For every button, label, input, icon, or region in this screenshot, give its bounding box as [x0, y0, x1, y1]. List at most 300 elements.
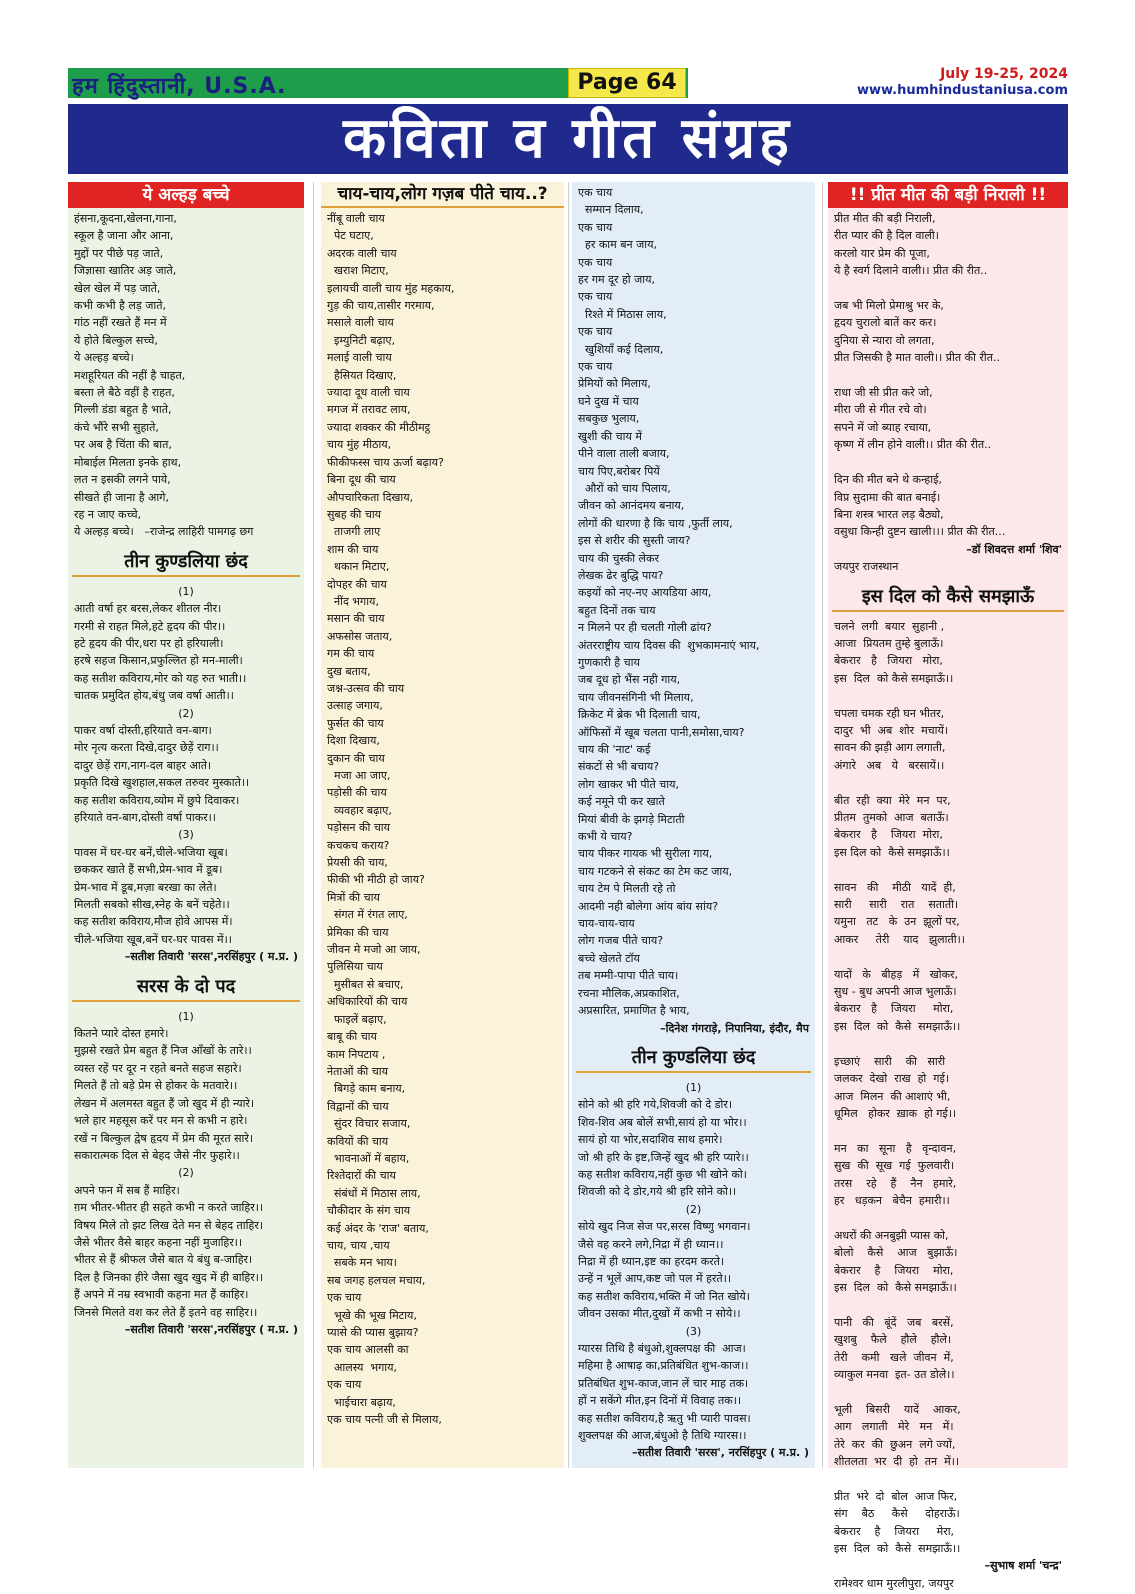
text-line: शिव-शिव अब बोलें सभी,सायं हो या भोर।।: [578, 1115, 747, 1129]
text-line: तब मम्मी-पापा पीते चाय।: [578, 969, 679, 983]
text-line: बेकरार है जियरा मेरा,: [834, 1524, 955, 1538]
text-line: सबके मन भाय।: [327, 1256, 397, 1270]
column-1: [68, 182, 304, 1468]
text-line: जीवन उसका मीत,दुखों में कभी न सोये।।: [578, 1307, 741, 1321]
text-line: इस दिल को कैसे समझाऊँ।।: [834, 1019, 961, 1033]
text-line: [834, 687, 1062, 704]
text-line: रीत प्यार की है दिल वाली।: [834, 229, 939, 243]
text-line: क्रिकेट में ब्रेक भी दिलाती चाय,: [578, 708, 701, 722]
text-line: तरस रहे हैं नैन हमारे,: [834, 1176, 957, 1190]
poem-body: [572, 1077, 815, 1464]
text-line: हों न सकेंगे मीत,इन दिनों में विवाह तक।।: [578, 1394, 742, 1408]
text-line: सीखते ही जाना है आगे,: [74, 490, 169, 504]
text-line: जिनसे मिलते वश कर लेते हैं इतने वह साहिर।।: [74, 1305, 258, 1319]
text-line: मन का सूना है वृन्दावन,: [834, 1141, 957, 1155]
text-line: जिज्ञासा खातिर अड़ जाते,: [74, 264, 177, 278]
text-line: एक चाय आलसी का: [327, 1343, 409, 1357]
text-line: फीकी भी मीठी हो जाय?: [327, 873, 425, 887]
text-line: संग बैठ कैसे दोहराऊँ।: [834, 1507, 960, 1521]
text-line: [834, 1035, 1062, 1052]
website-link[interactable]: www.humhindustaniusa.com: [856, 83, 1068, 98]
text-line: जब दूध हो भैंस नही गाय,: [578, 673, 681, 687]
text-line: सम्मान दिलाय,: [578, 203, 644, 217]
poem-body: [68, 581, 304, 968]
text-line: विप्र सुदामा की बात बनाई।: [834, 490, 941, 504]
text-line: जैसे वह करने लगे,निद्रा में ही ध्यान।।: [578, 1237, 724, 1251]
text-line: तेरे कर की छुअन लगे ज्यों,: [834, 1437, 956, 1451]
text-line: चाय-चाय-चाय: [578, 917, 635, 931]
text-line: कई नमूने पी कर खाते: [578, 795, 665, 809]
text-line: हंसना,कूदना,खेलना,गाना,: [74, 212, 177, 225]
text-line: लोग गजब पीते चाय?: [578, 934, 664, 948]
text-line: कभी कभी है लड़ जाते,: [74, 299, 167, 313]
text-line: हटे हृदय की पीर,धरा पर हो हरियाली।: [74, 636, 224, 650]
text-line: सुध - बुध अपनी आज भुलाऊँ।: [834, 985, 957, 999]
text-line: महिमा है आषाढ़ का,प्रतिबंधित शुभ-काज।।: [578, 1359, 749, 1373]
text-line: इस दिल को कैसे समझाऊँ।।: [834, 671, 954, 685]
text-line: प्रेमिका की चाय: [327, 925, 389, 939]
text-line: चाय मुंह मीठाय,: [327, 438, 392, 452]
column-2: [321, 182, 564, 1468]
text-line: बीत रही क्या मेरे मन पर,: [834, 793, 951, 807]
text-line: बिगड़े काम बनाय,: [327, 1082, 406, 1096]
text-line: [834, 1122, 1062, 1139]
text-line: हैसियत दिखाए,: [327, 368, 397, 382]
text-line: –सतीश तिवारी 'सरस', नरसिंहपुर ( म.प्र. ): [632, 1446, 809, 1460]
text-line: स्कूल है जाना और आना,: [74, 229, 174, 243]
text-line: [834, 280, 1062, 297]
text-line: अफसोस जताय,: [327, 629, 393, 643]
text-line: आलस्य भगाय,: [327, 1360, 397, 1374]
newspaper-name: हम हिंदुस्तानी, U.S.A.: [72, 74, 287, 99]
text-line: दिल है जिनका हीरे जैसा खुद खुद में ही बाहिर।।: [74, 1270, 264, 1284]
text-line: जलकर देखो राख हो गई।: [834, 1072, 950, 1086]
text-line: यादों के बीहड़ में खोकर,: [834, 967, 959, 981]
section-title: कविता व गीत संग्रह: [343, 106, 793, 171]
text-line: बेकरार है जियरा मोरा,: [834, 1002, 954, 1016]
text-line: सबकुछ भुलाय,: [578, 412, 640, 426]
text-line: इस दिल को कैसे समझाऊँ।।: [834, 1542, 961, 1556]
poem-body: [572, 182, 815, 1039]
text-line: गम की चाय: [327, 647, 375, 661]
text-line: खुशबु फैले हौले हौले।: [834, 1333, 952, 1347]
text-line: औरों को चाय पिलाय,: [578, 481, 671, 495]
text-line: कह सतीश कविराय,भक्ति में जो नित खोये।: [578, 1289, 750, 1303]
text-line: मिलते हैं तो बड़े प्रेम से होकर के मतवारे।।: [74, 1079, 238, 1093]
text-line: मित्रों की चाय: [327, 890, 380, 904]
text-line: [834, 948, 1062, 965]
text-line: पर अब है चिंता की बात,: [74, 438, 172, 452]
text-line: बेकरार है जियरा मोरा,: [834, 654, 943, 668]
text-line: ये होते बिल्कुल सच्चे,: [74, 333, 158, 347]
text-line: नींबू वाली चाय: [327, 212, 385, 225]
text-line: आग लगाती मेरे मन में।: [834, 1420, 954, 1434]
text-line: अधिकारियों की चाय: [327, 995, 408, 1009]
text-line: पीने वाला ताली बजाय,: [578, 447, 670, 461]
poem-body: [321, 208, 564, 1430]
text-line: दोपहर की चाय: [327, 577, 387, 591]
poem-body: [828, 616, 1068, 1594]
text-line: मियां बीवी के झगड़े मिटाती: [578, 812, 685, 826]
text-line: प्रीत जिसकी है मात वाली।। प्रीत की रीत..: [834, 351, 1001, 365]
text-line: भले हार महसूस करें पर मन से कभी न हारे।: [74, 1114, 248, 1128]
text-line: [834, 774, 1062, 791]
text-line: गुड़ की चाय,तासीर गरमाय,: [327, 299, 435, 313]
text-line: एक चाय: [327, 1291, 362, 1305]
text-line: शीतलता भर दी हो तन में।।: [834, 1455, 960, 1469]
text-line: फाइलें बढ़ाए,: [327, 1012, 387, 1026]
text-line: संगत में रंगत लाए,: [327, 908, 408, 922]
text-line: मुझसे रखते प्रेम बहुत हैं निज आँखों के तारे।।: [74, 1044, 252, 1058]
text-line: चाय, चाय ,चाय: [327, 1238, 390, 1252]
text-line: बहुत दिनों तक चाय: [578, 603, 656, 617]
text-line: गिल्ली डंडा बहुत है भाते,: [74, 403, 172, 417]
text-line: छककर खाते हैं सभी,प्रेम-भाव में डूब।: [74, 863, 223, 877]
text-line: गांठ नहीं रखते हैं मन में: [74, 316, 167, 330]
text-line: बच्चे खेलते टॉय: [578, 951, 640, 965]
text-line: बिना शस्त्र भारत लड़ बैठ्यो,: [834, 507, 944, 521]
text-line: आती वर्षा हर बरस,लेकर शीतल नीर।: [74, 602, 222, 616]
poem-title: चाय-चाय,लोग गज़ब पीते चाय..?: [321, 182, 564, 208]
text-line: अपने फन में सब हैं माहिर।: [74, 1183, 180, 1197]
text-line: अदरक वाली चाय: [327, 246, 397, 260]
poem-body: [828, 208, 1068, 578]
text-line: जश्न-उत्सव की चाय: [327, 681, 405, 695]
text-line: –दिनेश गंगराड़े, निपानिया, इंदौर, मैप: [660, 1021, 809, 1035]
poem-title: तीन कुण्डलिया छंद: [72, 549, 300, 577]
text-line: सकारात्मक दिल से बेहद जैसे नीर फुहारे।।: [74, 1148, 240, 1162]
text-line: (3): [178, 828, 194, 842]
text-line: एक चाय पत्नी जी से मिलाय,: [327, 1413, 442, 1427]
text-line: –सुभाष शर्मा 'चन्द्र': [984, 1559, 1062, 1573]
text-line: सपने में जो ब्याह रचाया,: [834, 420, 932, 434]
text-line: औपचारिकता दिखाय,: [327, 490, 414, 504]
text-line: पड़ोसी की चाय: [327, 786, 387, 800]
text-line: कह सतीश कविराय,व्योम में छुपे दिवाकर।: [74, 793, 240, 807]
text-line: पड़ोसन की चाय: [327, 821, 391, 835]
text-line: फुर्सत की चाय: [327, 716, 384, 730]
text-line: ग़म भीतर-भीतर ही सहते कभी न करते जाहिर।।: [74, 1201, 264, 1215]
text-line: भूली बिसरी यादें आकर,: [834, 1402, 961, 1416]
text-line: कह सतीश कविराय,मौज होवे आपस में।: [74, 915, 233, 929]
text-line: राधा जी सी प्रीत करे जो,: [834, 386, 933, 400]
text-line: ये अल्हड़ बच्चे।: [74, 351, 134, 365]
text-line: (1): [685, 1080, 702, 1094]
text-line: चपला चमक रही घन भीतर,: [834, 706, 945, 720]
text-line: खेल खेल में पड़ जाते,: [74, 281, 161, 295]
text-line: (1): [178, 1009, 194, 1023]
text-line: –डॉ शिवदत्त शर्मा 'शिव': [966, 542, 1062, 556]
text-line: कचकच कराय?: [327, 838, 390, 852]
text-line: आकर तेरी याद झुलाती।।: [834, 932, 965, 946]
column-divider: [822, 182, 823, 1468]
text-line: एक चाय: [327, 1378, 362, 1392]
text-line: इस दिल को कैसे समझाऊँ।।: [834, 1280, 957, 1294]
text-line: कवियों की चाय: [327, 1134, 389, 1148]
text-line: पुलिसिया चाय: [327, 960, 383, 974]
text-line: अधरों की अनबुझी प्यास को,: [834, 1228, 949, 1242]
text-line: व्यवहार बढ़ाए,: [327, 803, 392, 817]
text-line: भाईचारा बढ़ाय,: [327, 1395, 396, 1409]
text-line: गरमी से राहत मिले,हटे हृदय की पीर।।: [74, 619, 226, 633]
text-line: सावन की मीठी यादें ही,: [834, 880, 956, 894]
text-line: चाय की 'नाट' कई: [578, 743, 651, 756]
text-line: बाबू की चाय: [327, 1030, 377, 1044]
text-line: मगज में तरावट लाय,: [327, 403, 411, 417]
text-line: प्रीतम तुमको आज बताऊँ।: [834, 811, 949, 824]
text-line: कृष्ण में लीन होने वाली।। प्रीत की रीत..: [834, 438, 992, 452]
text-line: सारी सारी रात सताती।: [834, 898, 959, 912]
text-line: जीवन मे मजो आ जाय,: [327, 943, 421, 957]
text-line: नींद भगाय,: [327, 594, 379, 608]
text-line: मजा आ जाए,: [327, 769, 391, 782]
text-line: [834, 861, 1062, 878]
text-line: मिलती सबको सीख,स्नेह के बनें चहेते।।: [74, 898, 230, 912]
text-line: आदमी नही बोलेगा आंय बांय सांय?: [578, 899, 719, 913]
text-line: जैसे भीतर वैसे बाहर कहना नहीं मुजाहिर।।: [74, 1235, 243, 1249]
column-3: [572, 182, 815, 1468]
text-line: निद्रा में ही ध्यान,इष्ट का हरदम करते।: [578, 1254, 725, 1268]
text-line: विषय मिले तो झट लिख देते मन से बेहद ताहिर।: [74, 1218, 264, 1232]
text-line: इस दिल को कैसे समझाऊँ।।: [834, 845, 950, 859]
text-line: ऑफिसों में खूब चलता पानी,समोसा,चाय?: [578, 725, 745, 739]
text-line: शुक्लपक्ष की आज,बंधुओ है तिथि ग्यारस।।: [578, 1429, 747, 1443]
text-line: बेकरार है जियरा मोरा,: [834, 1263, 954, 1277]
poem-title: इस दिल को कैसे समझाऊँ: [832, 584, 1064, 612]
text-line: हृदय चुरालो बातें कर कर।: [834, 316, 937, 330]
text-line: चाय पिए,बरोबर पियें: [578, 464, 660, 478]
text-line: प्रीत मीत की बड़ी निराली,: [834, 212, 936, 225]
text-line: कह सतीश कविराय,है ऋतु भी प्यारी पावस।: [578, 1411, 751, 1425]
text-line: वसुधा किन्ही दुष्टन खाली।।। प्रीत की रीत...: [834, 525, 1006, 539]
text-line: चातक प्रमुदित होय,बंधु जब वर्षा आती।।: [74, 689, 234, 703]
column-divider: [313, 182, 314, 1468]
text-line: [834, 1470, 1062, 1487]
text-line: मशहूरियत की नहीं है चाहत,: [74, 368, 186, 382]
text-line: लत न इसकी लगने पाये,: [74, 473, 171, 487]
text-line: चलने लगी बयार सुहानी ,: [834, 619, 945, 633]
text-line: (1): [178, 584, 194, 598]
text-line: एक चाय: [578, 186, 613, 199]
text-line: (2): [685, 1202, 702, 1216]
text-line: चाय की चुस्की लेकर: [578, 551, 659, 565]
text-line: नेताओं की चाय: [327, 1064, 388, 1078]
text-line: प्यासे की प्यास बुझाय?: [327, 1326, 419, 1339]
text-line: दुकान की चाय: [327, 751, 385, 765]
poem-body: [68, 1006, 304, 1341]
text-line: दुनिया से न्यारा वो लगता,: [834, 333, 935, 347]
text-line: चौकीदार के संग चाय: [327, 1204, 411, 1218]
poem-title: !! प्रीत मीत की बड़ी निराली !!: [828, 182, 1068, 208]
text-line: कितने प्यारे दोस्त हमारे।: [74, 1027, 169, 1041]
text-line: दिन की मीत बने थे कन्हाई,: [834, 473, 943, 487]
text-line: लोग खाकर भी पीते चाय,: [578, 777, 679, 791]
text-line: जीवन को आनंदमय बनाय,: [578, 499, 685, 513]
text-line: फीकीफस्स चाय ऊर्जा बढ़ाय?: [327, 455, 444, 469]
text-line: पेट घटाए,: [327, 229, 374, 243]
text-line: खुशियाँ कई दिलाय,: [578, 342, 664, 356]
text-line: ये अल्हड़ बच्चे। –राजेन्द्र लाहिरी पामगढ़ छग: [74, 525, 254, 539]
text-line: खुशी की चाय में: [578, 429, 642, 443]
text-line: काम निपटाय ,: [327, 1047, 386, 1061]
text-line: प्रेम-भाव में डूब,मज़ा बरखा का लेते।: [74, 880, 217, 894]
text-line: आज मिलन की आशाएं भी,: [834, 1089, 951, 1103]
text-line: हरषे सहज किसान,प्रफुल्लित हो मन-माली।: [74, 654, 243, 668]
text-line: प्रीत भरे दो बोल आज फिर,: [834, 1489, 958, 1503]
text-line: धूमिल होकर ख़ाक हो गई।।: [834, 1106, 957, 1120]
text-line: [834, 1209, 1062, 1226]
text-line: हर गम दूर हो जाय,: [578, 273, 656, 287]
text-line: (3): [685, 1324, 702, 1338]
text-line: संबंधों में मिठास लाय,: [327, 1186, 421, 1200]
text-line: अप्रसारित, प्रमाणित है भाय,: [578, 1004, 690, 1018]
text-line: प्रतिबंधित शुभ-काज,जान लें चार माह तक।: [578, 1376, 749, 1390]
text-line: गुणकारी है चाय: [578, 655, 640, 669]
text-line: भीतर से हैं श्रीफल जैसे बात ये बंधु ब-जाहिर।: [74, 1253, 253, 1267]
text-line: विद्वानों की चाय: [327, 1099, 389, 1113]
text-line: मसान की चाय: [327, 612, 385, 626]
text-line: कइयों को नए-नए आयडिया आय,: [578, 586, 712, 600]
text-line: एक चाय: [578, 360, 613, 374]
column-divider: [568, 182, 569, 1468]
text-line: रह न जाए कच्चे,: [74, 507, 142, 521]
text-line: कई अंदर के 'राज' बताय,: [327, 1221, 429, 1235]
text-line: व्यस्त रहें पर दूर न रहते बनते सहज सहारे।: [74, 1061, 242, 1075]
text-line: न मिलने पर ही चलती गोली ढांय?: [578, 621, 712, 635]
text-line: एक चाय: [578, 220, 613, 234]
text-line: सुंदर विचार सजाय,: [327, 1117, 411, 1131]
text-line: ये है स्वर्ग दिलाने वाली।। प्रीत की रीत..: [834, 264, 988, 278]
text-line: प्रेमियों को मिलाय,: [578, 377, 651, 391]
text-line: तेरी कमी खले जीवन में,: [834, 1350, 954, 1364]
text-line: बोलो कैसे आज बुझाऊँ।: [834, 1246, 958, 1260]
text-line: सोये खुद निज सेज पर,सरस विष्णु भगवान।: [578, 1220, 751, 1234]
text-line: दुख बताय,: [327, 664, 371, 678]
text-line: प्रेयसी की चाय,: [327, 856, 388, 870]
page-number: Page 64: [568, 68, 686, 98]
text-line: भूखे की भूख मिटाय,: [327, 1308, 417, 1322]
text-line: थकान मिटाए,: [327, 560, 390, 574]
text-line: दादुर भी अब शोर मचायें।: [834, 723, 949, 737]
text-line: [834, 367, 1062, 384]
text-line: कंचे भौंरे सभी सुहाते,: [74, 420, 159, 434]
text-line: चाय गटकने से संकट का टेम कट जाय,: [578, 864, 733, 878]
poem-body: [68, 208, 304, 543]
text-line: भावनाओं में बहाय,: [327, 1151, 410, 1165]
text-line: मलाई वाली चाय: [327, 351, 392, 365]
text-line: जयपुर राजस्थान: [834, 560, 899, 574]
text-line: सुख की सूख गई फुलवारी।: [834, 1159, 955, 1173]
text-line: हरियाते वन-बाग,दोस्ती वर्षा पाकर।।: [74, 811, 216, 824]
text-line: मसाले वाली चाय: [327, 316, 394, 330]
column-4: [828, 182, 1068, 1590]
text-line: इम्युनिटी बढ़ाए,: [327, 333, 396, 347]
text-line: हर काम बन जाय,: [578, 238, 657, 252]
text-line: चाय टेम पे मिलती रहे तो: [578, 882, 676, 896]
text-line: [834, 454, 1062, 471]
text-line: (2): [178, 1166, 194, 1180]
text-line: हैं अपने में नम्र स्वभावी कहना मत हैं काहिर।: [74, 1288, 249, 1302]
text-line: एक चाय: [578, 255, 613, 269]
text-line: मोर नृत्य करता दिखे,दादुर छेड़ें राग।।: [74, 741, 219, 755]
text-line: खराश मिटाए,: [327, 264, 389, 278]
text-line: मुद्दों पर पीछे पड़ जाते,: [74, 246, 164, 260]
text-line: बिना दूध की चाय: [327, 473, 396, 487]
text-line: रिश्ते में मिठास लाय,: [578, 307, 667, 321]
text-line: सुबह की चाय: [327, 507, 382, 521]
text-line: जो श्री हरि के इष्ट,जिन्हें खुद श्री हरि प्यारे।।: [578, 1150, 749, 1164]
text-line: ताजगी लाए: [327, 525, 381, 539]
text-line: [834, 1296, 1062, 1313]
text-line: उत्साह जगाय,: [327, 699, 383, 713]
poem-title: ये अल्हड़ बच्चे: [68, 182, 304, 208]
text-line: इलायची वाली चाय मुंह महकाय,: [327, 281, 455, 295]
text-line: ग्यारस तिथि है बंधुओ,शुक्लपक्ष की आज।: [578, 1342, 746, 1355]
text-line: सब जगह हलचल मचाय,: [327, 1273, 426, 1287]
text-line: कह सतीश कविराय,नहीं कुछ भी खोने को।: [578, 1167, 747, 1181]
text-line: कभी ये चाय?: [578, 830, 633, 844]
text-line: ज्यादा शक्कर की मीठीमट्ठ: [327, 420, 431, 434]
text-line: पाकर वर्षा दोस्ती,हरियाते वन-बाग।: [74, 723, 212, 737]
issue-date: July 19-25, 2024: [940, 66, 1068, 82]
text-line: रामेश्वर धाम मुरलीपुरा, जयपुर: [834, 1576, 954, 1590]
text-line: लोगों की धारणा है कि चाय ,फुर्ती लाय,: [578, 516, 733, 530]
text-line: चाय पीकर गायक भी सुरीला गाय,: [578, 847, 713, 861]
text-line: शिवजी को दे डोर,गये श्री हरि सोने को।।: [578, 1185, 737, 1199]
text-line: उन्हें न भूलें आप,कष्ट जो पल में हरते।।: [578, 1272, 732, 1286]
text-line: सायं हो या भोर,सदाशिव साथ हमारे।: [578, 1133, 723, 1147]
text-line: करलो यार प्रेम की पूजा,: [834, 246, 930, 260]
text-line: कह सतीश कविराय,मोर को यह रुत भाती।।: [74, 671, 247, 685]
text-line: पानी की बूंदें जब बरसें,: [834, 1315, 954, 1329]
text-line: इस से शरीर की सुस्ती जाय?: [578, 534, 691, 548]
text-line: व्याकुल मनवा इत- उत डोले।।: [834, 1368, 955, 1381]
text-line: पावस में घर-घर बनें,चीले-भजिया खूब।: [74, 845, 228, 859]
text-line: चाय जीवनसंगिनी भी मिलाय,: [578, 690, 694, 704]
text-line: बेकरार है जियरा मोरा,: [834, 828, 943, 842]
section-banner: [68, 104, 1068, 174]
text-line: घने दुख में चाय: [578, 394, 639, 408]
text-line: संकटों से भी बचाय?: [578, 760, 660, 774]
text-line: यमुना तट के उन झूलों पर,: [834, 915, 960, 929]
text-line: बस्ता ले बैठे वहीं है राहत,: [74, 386, 175, 400]
text-line: रचना मौलिक,अप्रकाशित,: [578, 986, 680, 1000]
text-line: रिश्तेदारों की चाय: [327, 1169, 396, 1183]
text-line: आजा प्रियतम तुम्हे बुलाऊँ।: [834, 636, 944, 650]
text-line: दादुर छेड़ें राग,नाग-दल बाहर आते।: [74, 758, 212, 772]
text-line: प्रकृति दिखे खुशहाल,सकल तरुवर मुस्काते।।: [74, 776, 250, 790]
poem-title: सरस के दो पद: [72, 974, 300, 1002]
text-line: [834, 1383, 1062, 1400]
text-line: हर धड़कन बेचैन हमारी।।: [834, 1193, 950, 1207]
text-line: (2): [178, 706, 194, 720]
text-line: एक चाय: [578, 290, 613, 304]
text-line: मोबाईल मिलता इनके हाथ,: [74, 455, 182, 469]
text-line: सावन की झड़ी आग लगाती,: [834, 741, 946, 755]
text-line: –सतीश तिवारी 'सरस',नरसिंहपुर ( म.प्र. ): [124, 1322, 298, 1336]
text-line: लेखन में अलमस्त बहुत हैं जो खुद में ही न्यारे।: [74, 1096, 255, 1110]
text-line: लेखक ढेर बुद्धि पाय?: [578, 568, 664, 582]
text-line: इच्छाएं सारी की सारी: [834, 1054, 946, 1068]
poem-title: तीन कुण्डलिया छंद: [576, 1045, 811, 1073]
text-line: ज्यादा दूध वाली चाय: [327, 386, 410, 400]
text-line: एक चाय: [578, 325, 613, 339]
text-line: दिशा दिखाय,: [327, 734, 380, 748]
text-line: –सतीश तिवारी 'सरस',नरसिंहपुर ( म.प्र. ): [124, 950, 298, 964]
text-line: शाम की चाय: [327, 542, 379, 556]
text-line: मुसीबत से बचाए,: [327, 977, 404, 991]
text-line: चीले-भजिया खूब,बनें घर-घर पावस में।।: [74, 932, 232, 946]
